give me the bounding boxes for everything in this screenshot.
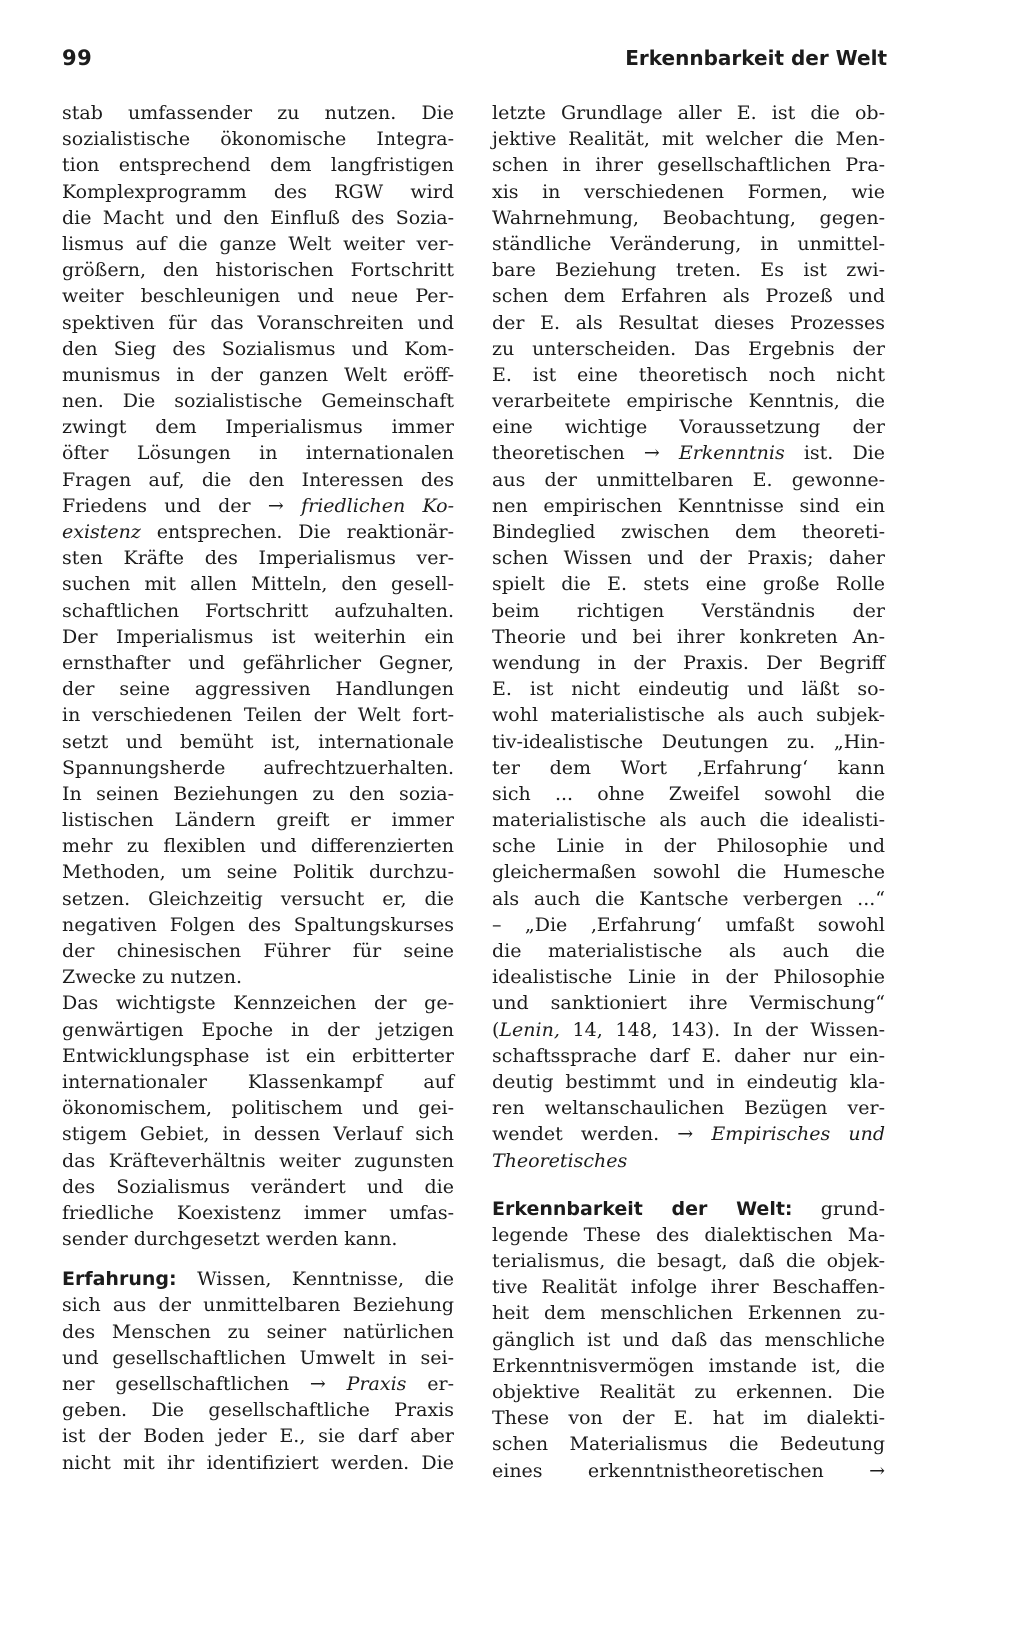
text-line: ständliche Veränderung, in unmittel- (492, 232, 885, 255)
text-line: aus der unmittelbaren E. gewonne- (492, 468, 885, 491)
left-column (62, 100, 454, 1476)
text-line (62, 1371, 454, 1397)
entry-erfahrung (62, 1266, 454, 1476)
right-column (492, 100, 885, 1484)
text-line: setzen. Gleichzeitig versucht er, die (62, 887, 454, 910)
text-line: In seinen Beziehungen zu den sozia- (62, 782, 454, 805)
paragraph-integration (62, 100, 454, 990)
text-line: heit dem menschlichen Erkennen zu- (492, 1302, 885, 1325)
text-line: mehr zu flexiblen und differenzierten (62, 835, 454, 858)
cross-reference[interactable]: Praxis (346, 1373, 407, 1395)
text-line: Der Imperialismus ist weiterhin ein (62, 625, 454, 648)
text-fragment: er- (427, 1373, 454, 1395)
text-line: nen. Die sozialistische Gemeinschaft (62, 390, 454, 413)
text-line (62, 519, 454, 545)
text-fragment: theoretischen (492, 442, 625, 465)
text-line: deutig bestimmt und in eindeutig kla- (492, 1070, 885, 1093)
text-line: des Menschen zu seiner natürlichen (62, 1320, 454, 1343)
cross-reference-arrow-icon: → (869, 1459, 885, 1482)
text-line: und gesellschaftlichen Umwelt in sei- (62, 1346, 454, 1369)
text-line: letzte Grundlage aller E. ist die ob- (492, 102, 885, 124)
text-line: sche Linie in der Philosophie und (492, 835, 885, 858)
text-line: ren weltanschaulichen Bezügen ver- (492, 1097, 885, 1120)
text-line: nen empirischen Kenntnisse sind ein (492, 494, 885, 517)
text-fragment: ( (492, 1018, 500, 1041)
text-line: der E. als Resultat dieses Prozesses (492, 311, 885, 334)
text-line (492, 440, 885, 466)
text-line: sender durchgesetzt werden kann. (62, 1228, 398, 1251)
text-line: schaftssprache darf E. daher nur ein- (492, 1044, 885, 1067)
text-line: wohl materialistische als auch subjek- (492, 704, 885, 727)
entry-term: Erfahrung: (62, 1268, 177, 1291)
text-line (492, 1458, 885, 1484)
text-fragment: ist. Die (803, 442, 885, 465)
text-line: Fragen auf, die den Interessen des (62, 468, 454, 491)
text-line: Zwecke zu nutzen. (62, 966, 243, 989)
text-line: Entwicklungsphase ist ein erbitterter (62, 1044, 454, 1067)
text-line: friedliche Koexistenz immer umfas- (62, 1201, 454, 1224)
text-line: Das wichtigste Kennzeichen der ge- (62, 992, 454, 1015)
text-fragment: Wissen, Kenntnisse, die (197, 1268, 454, 1291)
text-line: wendung in der Praxis. Der Begriff (492, 651, 885, 674)
text-line: materialistische als auch die idealisti- (492, 809, 885, 832)
entry-term: Erkennbarkeit der Welt: (492, 1197, 793, 1220)
text-line: bare Beziehung treten. Es ist zwi- (492, 259, 885, 282)
text-line: terialismus, die besagt, daß die objek- (492, 1250, 885, 1273)
text-line: beim richtigen Verständnis der (492, 599, 885, 622)
text-line: sich ... ohne Zweifel sowohl die (492, 782, 885, 805)
text-line: schen Wissen und der Praxis; daher (492, 547, 885, 570)
text-line: ernsthafter und gefährlicher Gegner, (62, 651, 454, 674)
text-fragment: ner gesellschaftlichen (62, 1373, 290, 1395)
text-line: öfter Lösungen in internationalen (62, 442, 454, 465)
text-line: größern, den historischen Fortschritt (62, 259, 454, 282)
text-line: Erkenntnisvermögen imstande ist, die (492, 1354, 885, 1377)
text-line: xis in verschiedenen Formen, wie (492, 180, 885, 203)
text-line: Methoden, um seine Politik durchzu- (62, 861, 454, 884)
cross-reference-arrow-icon: → (643, 442, 660, 465)
text-fragment: wendet werden. (492, 1123, 660, 1146)
text-line: setzt und bemüht ist, internationale (62, 730, 454, 753)
text-fragment: entsprechen. Die reaktionär- (156, 521, 454, 543)
text-line: munismus in der ganzen Welt eröff- (62, 363, 454, 386)
entry-erkennbarkeit (492, 1196, 885, 1484)
text-line (492, 1196, 885, 1222)
cross-reference-arrow-icon: → (309, 1373, 326, 1395)
text-line: objektive Realität zu erkennen. Die (492, 1381, 885, 1403)
text-line: stab umfassender zu nutzen. Die (62, 102, 454, 124)
text-line (62, 493, 454, 519)
text-line: ter dem Wort ‚Erfahrung‘ kann (492, 756, 885, 779)
text-line: schen in ihrer gesellschaftlichen Pra- (492, 154, 885, 177)
text-line: ökonomischem, politischem und gei- (62, 1097, 454, 1120)
text-line: These von der E. hat im dialekti- (492, 1407, 885, 1430)
text-line: eine wichtige Voraussetzung der (492, 416, 885, 439)
text-line: suchen mit allen Mitteln, den gesell- (62, 573, 454, 596)
text-line: tive Realität infolge ihrer Beschaffen- (492, 1276, 885, 1299)
text-line (492, 1121, 885, 1147)
text-line: ist der Boden jeder E., sie darf aber (62, 1425, 454, 1448)
cross-reference[interactable]: existenz (62, 521, 141, 543)
text-line: negativen Folgen des Spaltungskurses (62, 913, 454, 936)
text-line: – „Die ‚Erfahrung‘ umfaßt sowohl (492, 913, 885, 936)
text-line: nicht mit ihr identifiziert werden. Die (62, 1451, 454, 1474)
cross-reference[interactable]: Erkenntnis (678, 442, 785, 465)
text-line: E. ist nicht eindeutig und läßt so- (492, 678, 885, 701)
text-line: stigem Gebiet, in dessen Verlauf sich (62, 1123, 454, 1146)
text-line: spektiven für das Voranschreiten und (62, 311, 454, 334)
text-line: tion entsprechend dem langfristigen (62, 154, 454, 177)
text-line: geben. Die gesellschaftliche Praxis (62, 1399, 454, 1422)
text-line: tiv-idealistische Deutungen zu. „Hin- (492, 730, 885, 753)
entry-spacer (492, 1174, 885, 1196)
text-line: den Sieg des Sozialismus und Kom- (62, 337, 454, 360)
text-line: Spannungsherde aufrechtzuerhalten. (62, 756, 454, 779)
cross-reference-arrow-icon: → (677, 1123, 694, 1146)
text-line: in verschiedenen Teilen der Welt fort- (62, 704, 454, 727)
text-line: idealistische Linie in der Philosophie (492, 966, 885, 989)
cross-reference-arrow-icon: → (267, 494, 284, 517)
text-line: Komplexprogramm des RGW wird (62, 180, 454, 203)
text-line: verarbeitete empirische Kenntnis, die (492, 390, 885, 413)
text-line (62, 1266, 454, 1292)
text-line: das Kräfteverhältnis weiter zugunsten (62, 1149, 454, 1172)
text-line: genwärtigen Epoche in der jetzigen (62, 1018, 454, 1041)
text-line: legende These des dialektischen Ma- (492, 1223, 885, 1246)
text-fragment: Friedens und der (62, 494, 251, 517)
text-line (492, 1148, 885, 1174)
text-line: sten Kräfte des Imperialismus ver- (62, 547, 454, 570)
text-line (492, 1017, 885, 1043)
text-fragment: 14, 148, 143). In der Wissen- (572, 1018, 885, 1041)
cross-reference[interactable]: Theoretisches (492, 1149, 628, 1172)
text-line: Theorie und bei ihrer konkreten An- (492, 625, 885, 648)
text-line: der chinesischen Führer für seine (62, 940, 454, 962)
text-line: schaftlichen Fortschritt aufzuhalten. (62, 599, 454, 622)
text-line: des Sozialismus verändert und die (62, 1175, 454, 1198)
text-line: schen dem Erfahren als Prozeß und (492, 285, 885, 308)
text-line: zu unterscheiden. Das Ergebnis der (492, 337, 885, 360)
text-line: Bindeglied zwischen dem theoreti- (492, 521, 885, 543)
text-line: als auch die Kantsche verbergen ...“ (492, 887, 885, 910)
text-line: jektive Realität, mit welcher die Men- (492, 128, 885, 151)
text-line: die Macht und den Einfluß des Sozia- (62, 206, 454, 229)
text-line: gleichermaßen sowohl die Humesche (492, 861, 885, 884)
paragraph-erfahrung-continued (492, 100, 885, 1174)
text-line: schen Materialismus die Bedeutung (492, 1433, 885, 1456)
text-line: E. ist eine theoretisch noch nicht (492, 363, 885, 386)
page-number: 99 (62, 46, 93, 70)
text-fragment: grund- (820, 1197, 885, 1220)
running-head: Erkennbarkeit der Welt (625, 46, 887, 70)
text-line: der seine aggressiven Handlungen (62, 678, 454, 701)
citation-author: Lenin, (499, 1018, 560, 1041)
cross-reference[interactable]: Empirisches und (711, 1123, 885, 1146)
text-line: Wahrnehmung, Beobachtung, gegen- (492, 206, 885, 229)
text-line: sozialistische ökonomische Integra- (62, 128, 454, 151)
text-line: gänglich ist und daß das menschliche (492, 1328, 885, 1351)
text-line: listischen Ländern greift er immer (62, 809, 454, 832)
text-line: spielt die E. stets eine große Rolle (492, 573, 885, 596)
text-line: weiter beschleunigen und neue Per- (62, 285, 454, 308)
text-fragment: eines erkenntnistheoretischen (492, 1459, 824, 1482)
text-line: und sanktioniert ihre Vermischung“ (492, 992, 885, 1015)
text-line: sich aus der unmittelbaren Beziehung (62, 1294, 454, 1317)
text-line: die materialistische als auch die (492, 940, 885, 962)
cross-reference[interactable]: friedlichen Ko- (301, 494, 454, 517)
text-line: internationaler Klassenkampf auf (62, 1070, 454, 1093)
text-line: zwingt dem Imperialismus immer (62, 416, 454, 439)
entry-spacer (62, 1252, 454, 1266)
text-line: lismus auf die ganze Welt weiter ver- (62, 232, 454, 255)
paragraph-epoch (62, 990, 454, 1252)
